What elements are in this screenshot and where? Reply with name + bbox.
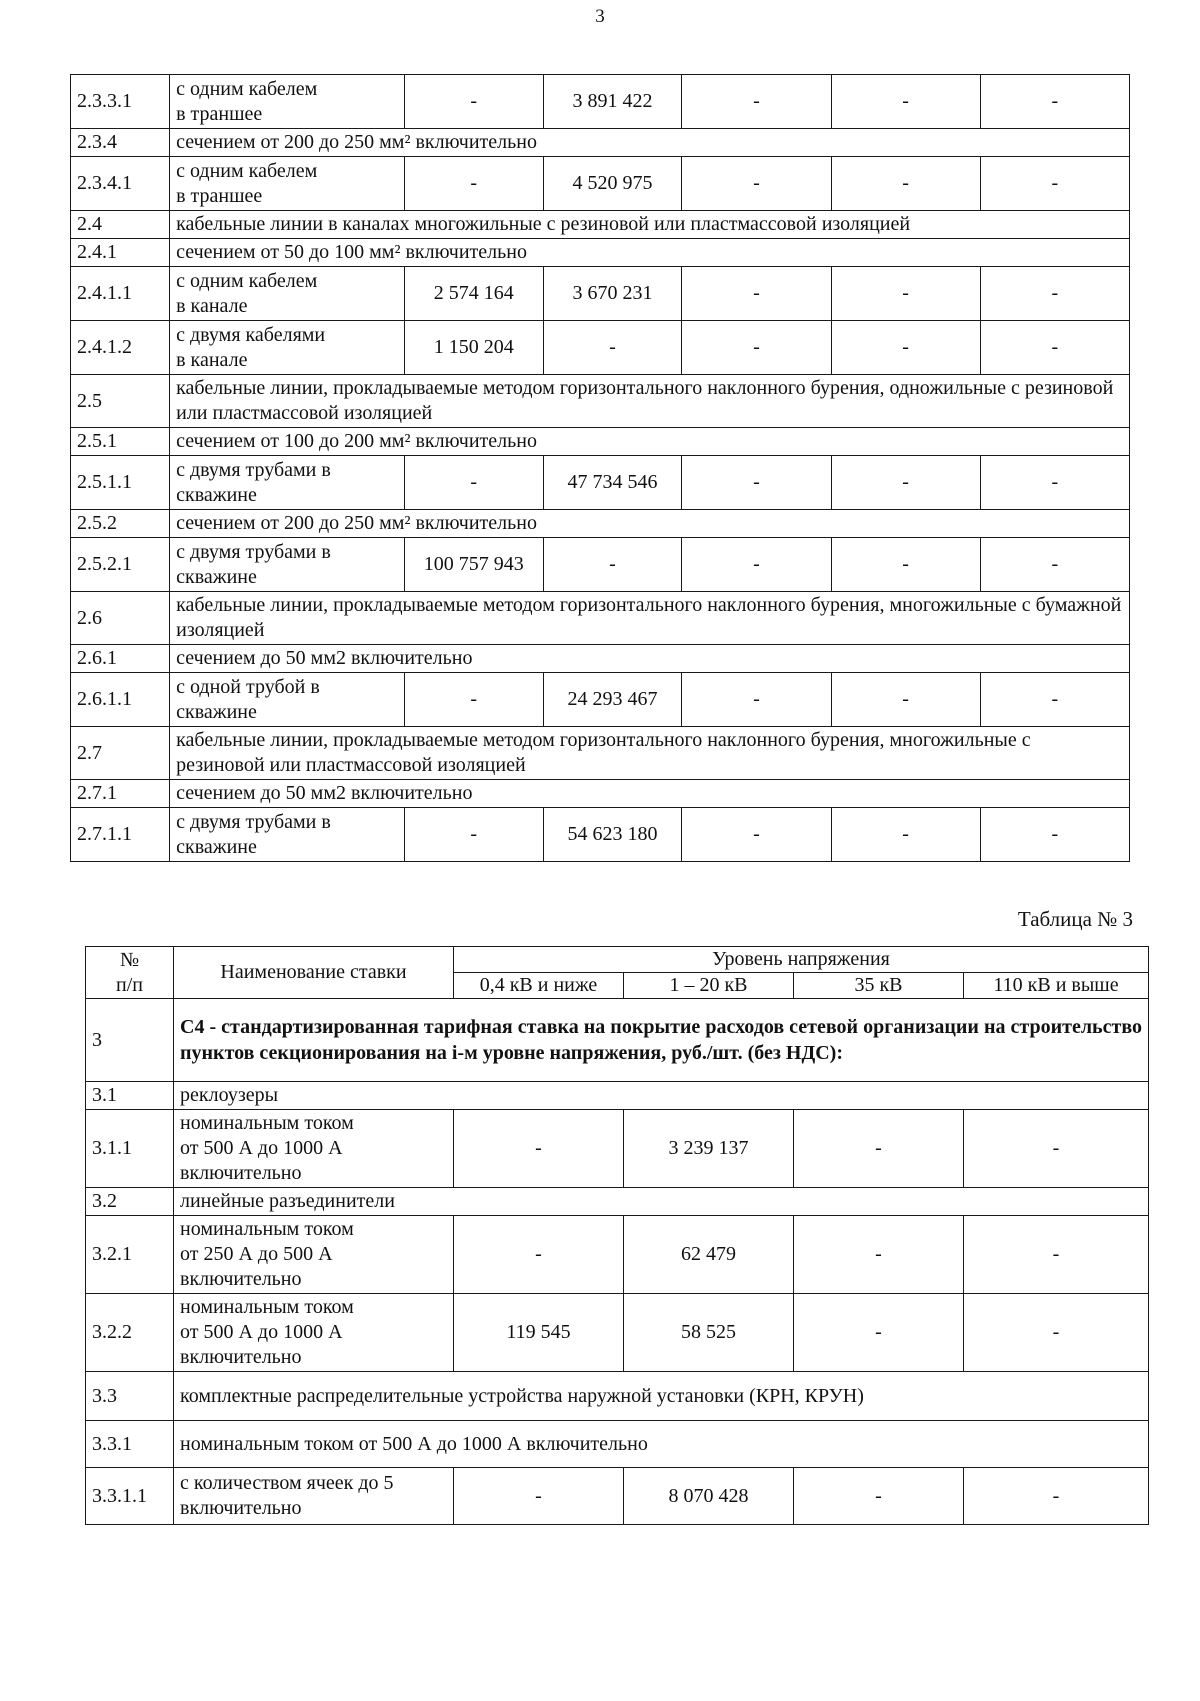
rate-value: 119 545 (454, 1294, 624, 1372)
rate-value: 2 574 164 (404, 267, 543, 321)
table-row (71, 267, 1130, 321)
table-row (71, 75, 1130, 129)
section-title: кабельные линии в каналах многожильные с резиновой или пластмассовой изоляцией (170, 211, 1130, 239)
page-number: 3 (595, 6, 605, 27)
rate-value: - (831, 538, 980, 592)
section-title: сечением до 50 мм2 включительно (170, 645, 1130, 673)
rate-value: - (980, 808, 1129, 862)
rate-value: - (964, 1216, 1149, 1294)
rate-value: - (831, 157, 980, 211)
table-header (86, 947, 1149, 999)
sectioning-points-table (85, 946, 1149, 1525)
row-number: 2.5.1.1 (71, 456, 170, 510)
rate-value: - (964, 1294, 1149, 1372)
rate-value: - (404, 157, 543, 211)
rate-value: 58 525 (624, 1294, 794, 1372)
rate-heading: С4 - стандартизированная тарифная ставка на покрытие расходов сетевой организации на строительство пунктов секционирования на i-м уровне напряжения, руб./шт. (без НДС): (174, 999, 1149, 1082)
table-row (71, 510, 1130, 538)
section-title: сечением от 200 до 250 мм² включительно (170, 510, 1130, 538)
table-row (71, 780, 1130, 808)
row-number: 2.6 (71, 592, 170, 645)
rate-value: - (980, 75, 1129, 129)
table-row (71, 808, 1130, 862)
rate-value: - (682, 321, 831, 375)
row-number: 2.6.1 (71, 645, 170, 673)
rate-value: 24 293 467 (543, 673, 682, 727)
rate-name: с двумя трубами в скважине (170, 808, 405, 862)
sectioning-points-table-body (86, 999, 1149, 1525)
rate-value: - (964, 1468, 1149, 1525)
row-number: 2.4.1.1 (71, 267, 170, 321)
rate-value: - (682, 157, 831, 211)
row-number: 3.2.1 (86, 1216, 174, 1294)
row-number: 2.3.3.1 (71, 75, 170, 129)
rate-name: с одним кабелем в траншее (170, 75, 405, 129)
section-title: кабельные линии, прокладываемые методом горизонтального наклонного бурения, многожильные с резиновой или пластмассовой изоляцией (170, 727, 1130, 780)
section-title: номинальным током от 500 А до 1000 А включительно (174, 1421, 1149, 1468)
rate-value: - (404, 456, 543, 510)
rate-value: - (682, 808, 831, 862)
header-voltage-level: Уровень напряжения (454, 947, 1149, 973)
table-row (71, 157, 1130, 211)
table-row (71, 727, 1130, 780)
row-number: 2.6.1.1 (71, 673, 170, 727)
table-row (71, 239, 1130, 267)
rate-value: - (980, 321, 1129, 375)
rate-name: с двумя трубами в скважине (170, 538, 405, 592)
table-row (86, 1110, 1149, 1188)
rate-value: 54 623 180 (543, 808, 682, 862)
header-level: 1 – 20 кВ (624, 973, 794, 999)
header-level: 110 кВ и выше (964, 973, 1149, 999)
rate-name: номинальным током от 500 А до 1000 А включительно (174, 1110, 454, 1188)
row-number: 2.5.2 (71, 510, 170, 538)
rate-name: номинальным током от 250 А до 500 А включительно (174, 1216, 454, 1294)
rate-value: - (794, 1216, 964, 1294)
row-number: 2.5.2.1 (71, 538, 170, 592)
section-title: сечением от 100 до 200 мм² включительно (170, 428, 1130, 456)
row-number: 3.2.2 (86, 1294, 174, 1372)
table-row (71, 538, 1130, 592)
rate-value: - (794, 1294, 964, 1372)
rate-value: - (964, 1110, 1149, 1188)
section-title: сечением от 50 до 100 мм² включительно (170, 239, 1130, 267)
row-number: 3 (86, 999, 174, 1082)
rate-value: - (682, 267, 831, 321)
rate-value: - (404, 808, 543, 862)
rate-value: - (454, 1468, 624, 1525)
table-row (86, 1216, 1149, 1294)
rate-name: с двумя трубами в скважине (170, 456, 405, 510)
rate-value: 100 757 943 (404, 538, 543, 592)
row-number: 2.7.1.1 (71, 808, 170, 862)
rate-value: 8 070 428 (624, 1468, 794, 1525)
row-number: 3.1 (86, 1082, 174, 1110)
rate-value: - (682, 673, 831, 727)
row-number: 2.7 (71, 727, 170, 780)
rate-value: - (980, 538, 1129, 592)
rate-value: - (682, 456, 831, 510)
rate-value: - (543, 538, 682, 592)
row-number: 3.2 (86, 1188, 174, 1216)
rate-value: 4 520 975 (543, 157, 682, 211)
rate-value: - (454, 1216, 624, 1294)
rate-value: 1 150 204 (404, 321, 543, 375)
rate-value: - (831, 267, 980, 321)
rate-name: с количеством ячеек до 5 включительно (174, 1468, 454, 1525)
row-number: 2.5.1 (71, 428, 170, 456)
table-row (71, 129, 1130, 157)
rate-value: - (980, 157, 1129, 211)
rate-value: - (794, 1468, 964, 1525)
rate-value: - (980, 267, 1129, 321)
row-number: 2.7.1 (71, 780, 170, 808)
rate-value: - (682, 75, 831, 129)
rate-name: с двумя кабелями в канале (170, 321, 405, 375)
section-title: сечением до 50 мм2 включительно (170, 780, 1130, 808)
table-row (71, 673, 1130, 727)
table-row (86, 1421, 1149, 1468)
row-number: 3.3.1 (86, 1421, 174, 1468)
table-row (86, 1372, 1149, 1421)
rate-name: с одним кабелем в канале (170, 267, 405, 321)
header-level: 0,4 кВ и ниже (454, 973, 624, 999)
rate-value: - (404, 673, 543, 727)
row-number: 3.3 (86, 1372, 174, 1421)
header-level: 35 кВ (794, 973, 964, 999)
row-number: 2.4 (71, 211, 170, 239)
rate-name: номинальным током от 500 А до 1000 А включительно (174, 1294, 454, 1372)
rate-value: 3 670 231 (543, 267, 682, 321)
row-number: 2.4.1 (71, 239, 170, 267)
rate-value: - (831, 456, 980, 510)
rate-value: - (980, 456, 1129, 510)
section-title: кабельные линии, прокладываемые методом горизонтального наклонного бурения, многожильные с бумажной изоляцией (170, 592, 1130, 645)
section-title: реклоузеры (174, 1082, 1149, 1110)
cable-lines-table (70, 74, 1130, 862)
table-row (71, 375, 1130, 428)
section-title: сечением от 200 до 250 мм² включительно (170, 129, 1130, 157)
rate-value: - (831, 321, 980, 375)
table-row (86, 999, 1149, 1082)
header-num: № п/п (86, 947, 174, 999)
table-row (71, 592, 1130, 645)
table-row (71, 456, 1130, 510)
section-title: линейные разъединители (174, 1188, 1149, 1216)
table-row (71, 321, 1130, 375)
rate-value: 62 479 (624, 1216, 794, 1294)
rate-value: - (404, 75, 543, 129)
row-number: 2.5 (71, 375, 170, 428)
table-row (71, 645, 1130, 673)
rate-value: - (543, 321, 682, 375)
rate-value: - (682, 538, 831, 592)
rate-value: 3 891 422 (543, 75, 682, 129)
row-number: 2.4.1.2 (71, 321, 170, 375)
rate-name: с одной трубой в скважине (170, 673, 405, 727)
rate-value: - (831, 75, 980, 129)
rate-value: - (454, 1110, 624, 1188)
row-number: 2.3.4.1 (71, 157, 170, 211)
table-row (86, 1294, 1149, 1372)
table-row (71, 211, 1130, 239)
header-name: Наименование ставки (174, 947, 454, 999)
table-caption: Таблица № 3 (1017, 907, 1133, 931)
cable-lines-table-body (71, 75, 1130, 862)
section-title: комплектные распределительные устройства наружной установки (КРН, КРУН) (174, 1372, 1149, 1421)
row-number: 2.3.4 (71, 129, 170, 157)
table-row (86, 1188, 1149, 1216)
table-row (71, 428, 1130, 456)
rate-value: 47 734 546 (543, 456, 682, 510)
table-row (86, 1468, 1149, 1525)
rate-value: - (980, 673, 1129, 727)
section-title: кабельные линии, прокладываемые методом горизонтального наклонного бурения, одножильные с резиновой или пластмассовой изоляцией (170, 375, 1130, 428)
rate-value: - (831, 808, 980, 862)
rate-value: - (794, 1110, 964, 1188)
row-number: 3.1.1 (86, 1110, 174, 1188)
table-row (86, 1082, 1149, 1110)
row-number: 3.3.1.1 (86, 1468, 174, 1525)
rate-name: с одним кабелем в траншее (170, 157, 405, 211)
rate-value: - (831, 673, 980, 727)
rate-value: 3 239 137 (624, 1110, 794, 1188)
